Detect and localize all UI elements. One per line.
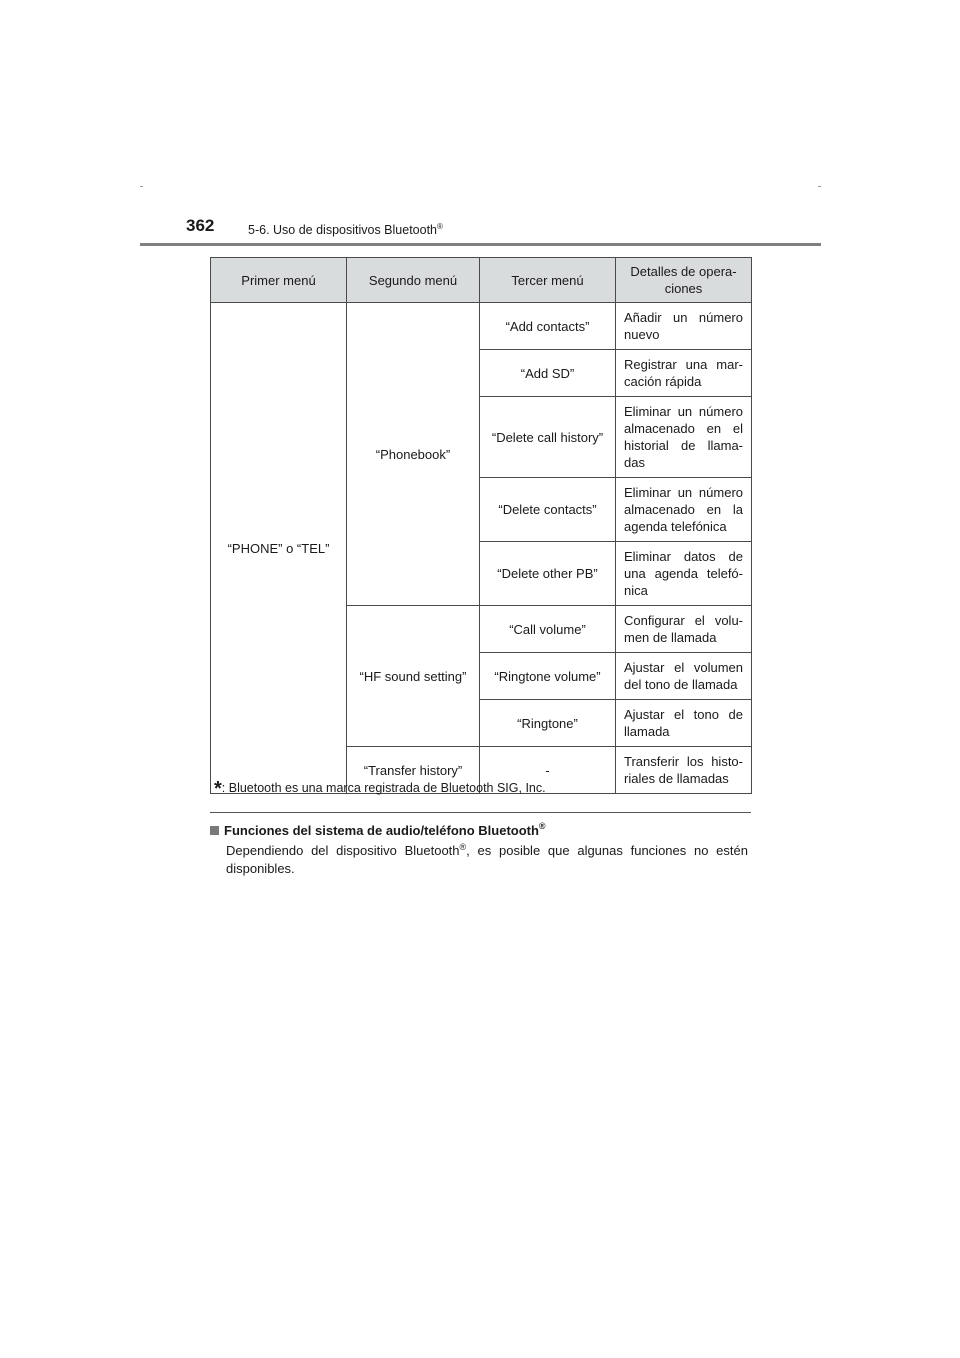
details-cell: Eliminar un número almacenado en la agenda telefónica [616,478,752,542]
note-body-end: , es posible que algunas funciones no estén disponibles. [226,843,748,876]
third-menu-cell: “Add SD” [480,350,616,397]
note-body-start: Dependiendo del dispositivo Bluetooth [226,843,460,858]
third-menu-cell: “Delete other PB” [480,542,616,606]
header-detalles: Detalles de opera-ciones [616,258,752,303]
details-cell: Ajustar el tono de llamada [616,700,752,747]
registered-mark: ® [459,842,467,852]
note-heading-text: Funciones del sistema de audio/teléfono Bluetooth [224,823,539,838]
details-cell: Configurar el volu-men de llamada [616,606,752,653]
header-tercer-menu: Tercer menú [480,258,616,303]
footnote-marker: * [214,778,222,800]
table-row [211,303,752,350]
header-primer-menu: Primer menú [211,258,347,303]
second-menu-hf-sound: “HF sound setting” [347,606,480,747]
details-cell: Registrar una mar-cación rápida [616,350,752,397]
details-cell: Ajustar el volumen del tono de llamada [616,653,752,700]
footnote-text: : Bluetooth es una marca registrada de Bluetooth SIG, Inc. [221,781,546,795]
header-segundo-menu: Segundo menú [347,258,480,303]
second-menu-transfer-history: “Transfer history” [347,747,480,794]
menu-table [210,257,752,794]
third-menu-cell: “Delete call history” [480,397,616,478]
details-cell: Eliminar datos de una agenda telefó-nica [616,542,752,606]
square-bullet-icon [210,826,219,835]
table-header-row [211,258,752,303]
note-body [226,842,748,878]
footnote [214,778,546,801]
details-cell: Transferir los histo-riales de llamadas [616,747,752,794]
registered-mark: ® [437,222,443,231]
third-menu-cell: - [480,747,616,794]
crop-mark-left [140,186,143,187]
details-cell: Añadir un número nuevo [616,303,752,350]
section-title [248,222,443,237]
details-cell: Eliminar un número almacenado en el historial de llama-das [616,397,752,478]
second-menu-phonebook: “Phonebook” [347,303,480,606]
registered-mark: ® [538,821,546,831]
third-menu-cell: “Call volume” [480,606,616,653]
third-menu-cell: “Ringtone volume” [480,653,616,700]
third-menu-cell: “Ringtone” [480,700,616,747]
third-menu-cell: “Delete contacts” [480,478,616,542]
third-menu-cell: “Add contacts” [480,303,616,350]
note-heading [210,821,546,838]
page-number: 362 [186,216,215,235]
section-divider [210,812,751,813]
first-menu-cell: “PHONE” o “TEL” [211,303,347,794]
header-rule [140,243,821,246]
crop-mark-right [818,186,821,187]
section-title-text: 5-6. Uso de dispositivos Bluetooth [248,223,437,237]
